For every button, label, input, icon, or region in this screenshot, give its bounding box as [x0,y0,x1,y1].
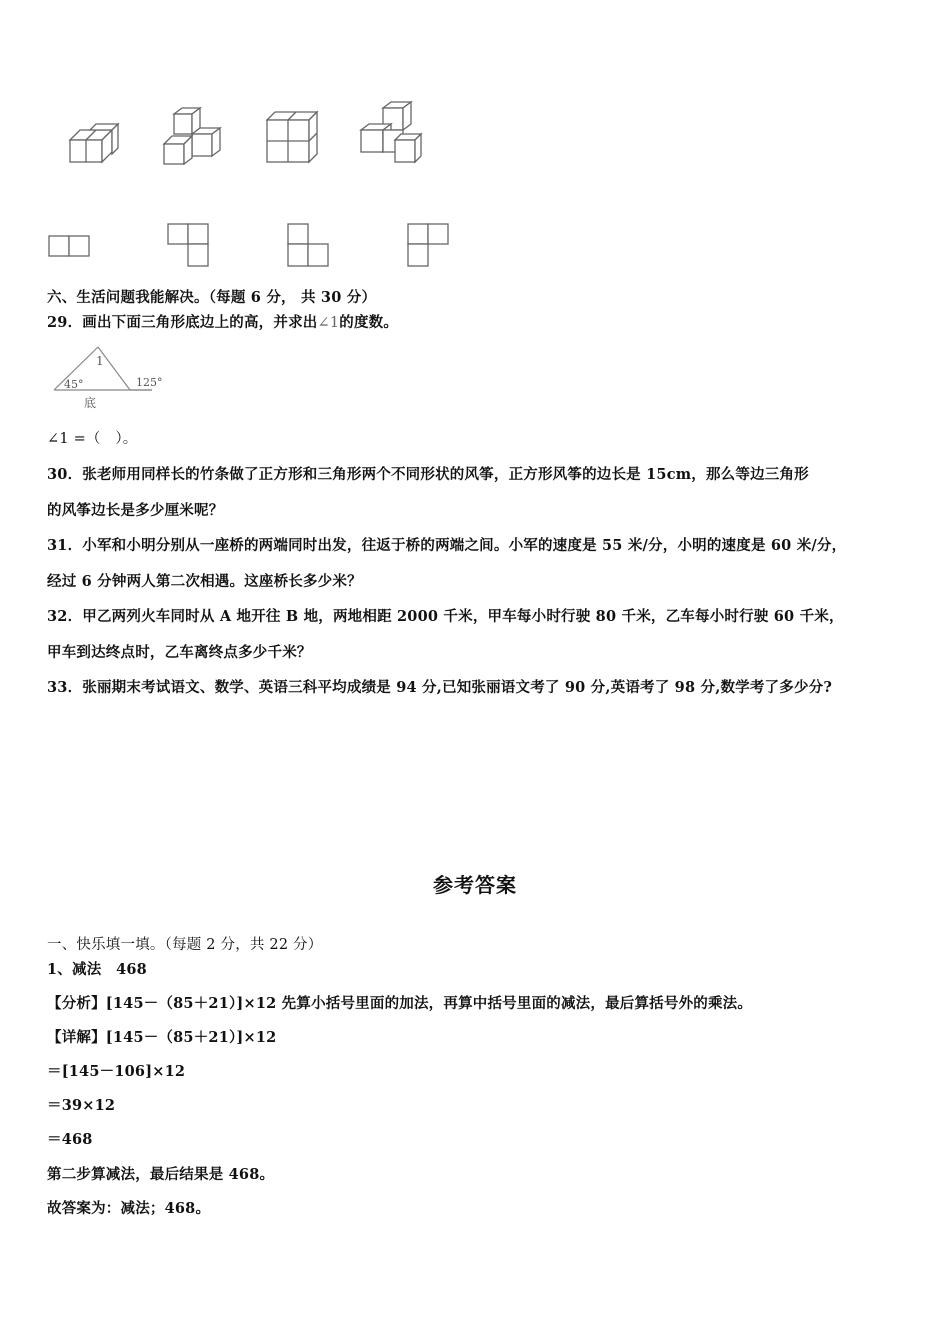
answer-1-step-1: ＝[145－106]×12 [47,1063,186,1080]
q29-text-after: 的度数。 [339,314,399,331]
q29-text-before: 29．画出下面三角形底边上的高，并求出 [47,314,318,331]
q33-line-1: 33．张丽期末考试语文、数学、英语三科平均成绩是 94 分,已知张丽语文考了 90 分,英语考了 98 分,数学考了多少分? [47,679,833,696]
solid-figure-3 [263,110,321,166]
answer-1-step-2: ＝39×12 [47,1097,116,1114]
q29-triangle-figure [48,344,172,414]
answer-1-final: 故答案为：减法；468。 [47,1200,211,1217]
q29-answer-line: ∠1 =（ ）。 [47,431,138,447]
solid-figure-2 [160,106,226,168]
q31-line-1: 31．小军和小明分别从一座桥的两端同时出发，往返于桥的两端之间。小军的速度是 55 米/分，小明的速度是 60 米/分， [47,537,847,554]
q29-angle-label: ∠1 [317,315,340,331]
q30-line-1: 30．张老师用同样长的竹条做了正方形和三角形两个不同形状的风筝，正方形风筝的边长是 15cm，那么等边三角形 [47,466,809,483]
q32-line-2: 甲车到达终点时，乙车离终点多少千米？ [47,644,312,661]
answer-1-step-3: ＝468 [47,1131,93,1148]
q29-prompt [47,311,398,332]
q31-line-2: 经过 6 分钟两人第二次相遇。这座桥长多少米？ [47,573,362,590]
view-figure-2 [166,222,210,268]
answers-section-1-heading: 一、快乐填一填。（每题 2 分，共 22 分） [47,937,323,953]
section-6-heading: 六、生活问题我能解决。（每题 6 分， 共 30 分） [47,289,377,306]
triangle-label-top: 1 [96,354,104,368]
solid-figure-1 [66,120,124,166]
triangle-label-base: 底 [84,396,97,410]
triangle-label-right: 125° [136,376,163,389]
view-figure-1 [48,234,92,258]
answers-title: 参考答案 [433,873,517,897]
view-figure-4 [406,222,452,268]
answer-1-detail: 【详解】[145－（85＋21）]×12 [47,1029,277,1046]
answer-1-analysis: 【分析】[145－（85＋21）]×12 先算小括号里面的加法，再算中括号里面的减法，最后算括号外的乘法。 [47,995,753,1012]
triangle-label-left: 45° [64,378,84,391]
answer-1-note: 第二步算减法，最后结果是 468。 [47,1166,275,1183]
view-figure-3 [286,222,330,268]
q30-line-2: 的风筝边长是多少厘米呢？ [47,502,224,519]
q32-line-1: 32．甲乙两列火车同时从 A 地开往 B 地，两地相距 2000 千米，甲车每小时行驶 80 千米，乙车每小时行驶 60 千米， [47,608,844,625]
solid-figure-4 [357,100,425,166]
answer-1-label: 1、减法 468 [47,961,147,978]
